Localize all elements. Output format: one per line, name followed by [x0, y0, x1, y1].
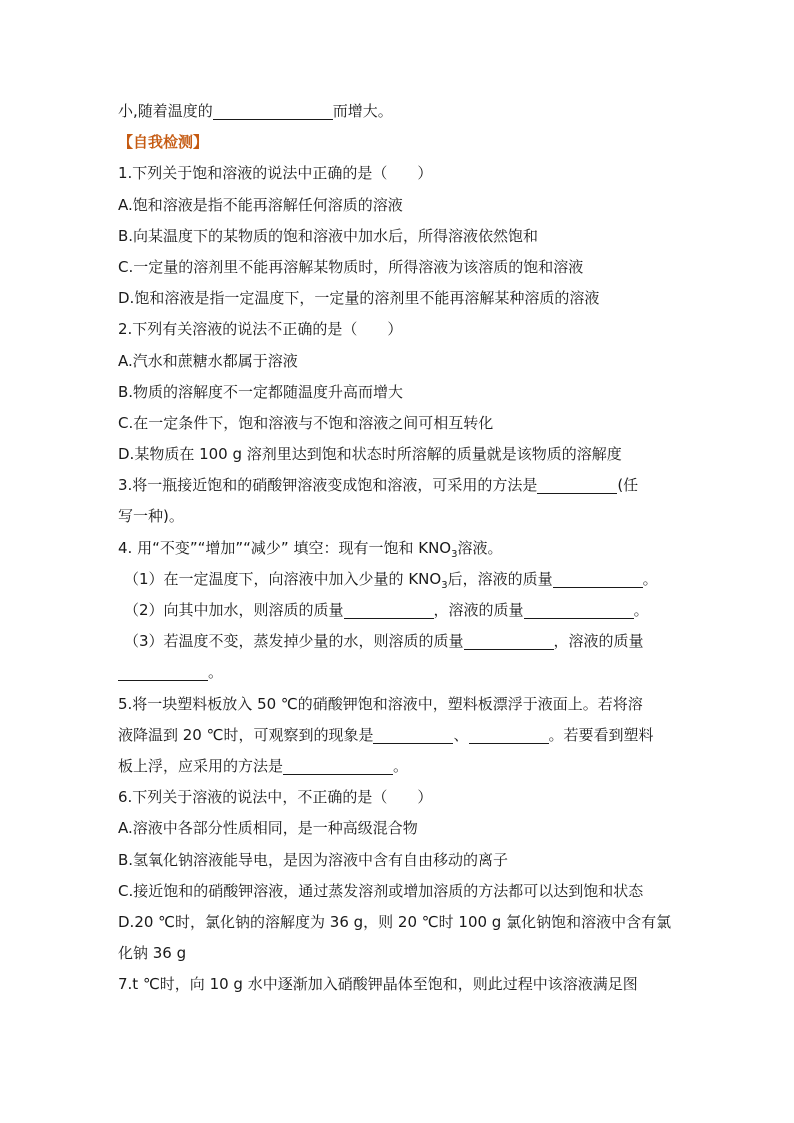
option-1a: A.饱和溶液是指不能再溶解任何溶质的溶液 — [118, 195, 403, 214]
question-5-cont2: 板上浮，应采用的方法是 。 — [118, 756, 409, 775]
fill-blank[interactable] — [464, 632, 554, 650]
fill-blank[interactable] — [524, 601, 634, 619]
option-1b: B.向某温度下的某物质的饱和溶液中加水后，所得溶液依然饱和 — [118, 226, 539, 245]
fill-blank[interactable] — [469, 726, 549, 744]
option-2a: A.汽水和蔗糖水都属于溶液 — [118, 351, 298, 370]
question-4-2: （2）向其中加水，则溶质的质量 ，溶液的质量 。 — [124, 601, 649, 619]
option-6b: B.氢氧化钠溶液能导电，是因为溶液中含有自由移动的离子 — [118, 850, 509, 869]
text-line: 小,随着温度的 而增大。 — [118, 102, 393, 120]
question-4-3: （3）若温度不变，蒸发掉少量的水，则溶质的质量 ，溶液的质量 — [124, 632, 644, 651]
question-4-1: （1）在一定温度下，向溶液中加入少量的 $KNO_3$后，溶液的质量 。 — [124, 569, 658, 591]
option-2b: B.物质的溶解度不一定都随温度升高而增大 — [118, 382, 404, 401]
question-3-cont: 写一种)。 — [118, 507, 184, 526]
option-6d: D.20 ℃时，氯化钠的溶解度为 36 g，则 20 ℃时 100 g 氯化钠饱和溶液中含有氯 — [118, 912, 672, 931]
question-1: 1.下列关于饱和溶液的说法中正确的是（ ） — [118, 164, 433, 183]
question-5: 5.将一块塑料板放入 50 ℃的硝酸钾饱和溶液中，塑料板漂浮于液面上。若将溶 — [118, 694, 643, 713]
option-6a: A.溶液中各部分性质相同，是一种高级混合物 — [118, 819, 418, 838]
option-2c: C.在一定条件下，饱和溶液与不饱和溶液之间可相互转化 — [118, 413, 494, 432]
fill-blank[interactable] — [537, 476, 617, 494]
option-6c: C.接近饱和的硝酸钾溶液，通过蒸发溶剂或增加溶质的方法都可以达到饱和状态 — [118, 881, 644, 900]
question-6: 6.下列关于溶液的说法中，不正确的是（ ） — [118, 788, 433, 807]
fill-blank[interactable] — [213, 102, 333, 120]
option-1d: D.饱和溶液是指一定温度下，一定量的溶剂里不能再溶解某种溶质的溶液 — [118, 289, 600, 308]
fill-blank[interactable] — [373, 726, 453, 744]
question-5-cont: 液降温到 20 ℃时，可观察到的现象是 、 。若要看到塑料 — [118, 725, 654, 744]
fill-blank[interactable] — [118, 663, 208, 681]
option-6d-cont: 化钠 36 g — [118, 944, 187, 963]
question-7: 7.t ℃时，向 10 g 水中逐渐加入硝酸钾晶体至饱和，则此过程中该溶液满足图 — [118, 975, 638, 994]
question-3: 3.将一瓶接近饱和的硝酸钾溶液变成饱和溶液，可采用的方法是 (任 — [118, 476, 639, 495]
question-4-3-cont: 。 — [118, 657, 676, 688]
question-4: 4. 用“不变”“增加”“减少” 填空：现有一饱和 $KNO_3$溶液。 — [118, 538, 503, 560]
question-2: 2.下列有关溶液的说法不正确的是（ ） — [118, 320, 403, 339]
option-2d: D.某物质在 100 g 溶剂里达到饱和状态时所溶解的质量就是该物质的溶解度 — [118, 445, 622, 464]
fill-blank[interactable] — [283, 757, 393, 775]
fill-blank[interactable] — [553, 570, 643, 588]
fill-blank[interactable] — [344, 601, 434, 619]
section-title: 【自我检测】 — [118, 133, 209, 152]
option-1c: C.一定量的溶剂里不能再溶解某物质时，所得溶液为该溶质的饱和溶液 — [118, 257, 584, 276]
